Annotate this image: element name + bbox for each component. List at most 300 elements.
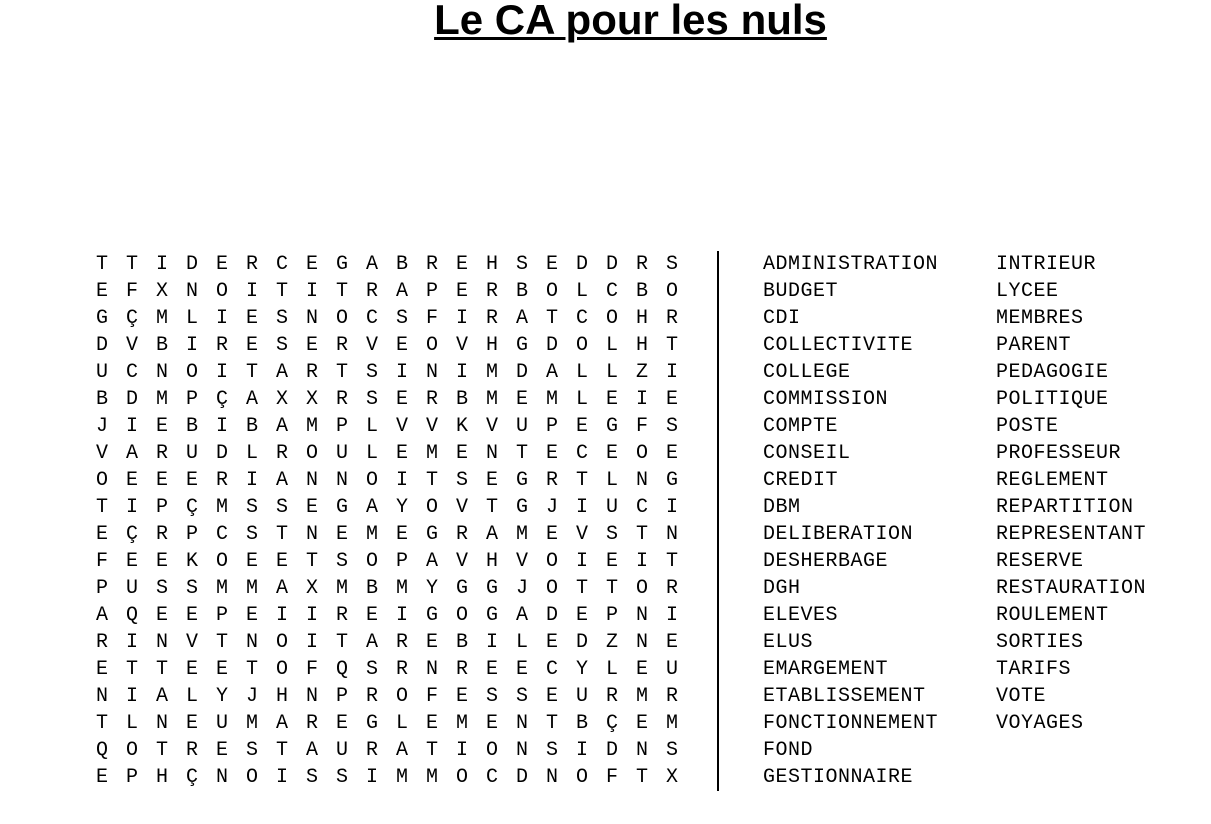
grid-letter: F <box>636 415 649 438</box>
grid-row <box>93 467 693 494</box>
grid-letter: O <box>546 577 559 600</box>
grid-letter: R <box>306 712 319 735</box>
grid-letter: E <box>666 631 679 654</box>
grid-letter: M <box>156 388 169 411</box>
grid-letter: O <box>426 334 439 357</box>
grid-letter: E <box>666 442 679 465</box>
grid-letter: I <box>666 361 679 384</box>
grid-letter: I <box>276 604 289 627</box>
word-list-item: PROFESSEUR <box>996 442 1122 465</box>
word-list-item: COLLEGE <box>763 361 851 384</box>
grid-letter: C <box>216 523 229 546</box>
grid-letter: D <box>216 442 229 465</box>
grid-letter: A <box>276 712 289 735</box>
grid-letter: A <box>396 739 409 762</box>
grid-letter: Ç <box>126 307 139 330</box>
grid-letter: C <box>126 361 139 384</box>
grid-letter: O <box>456 604 469 627</box>
grid-letter: E <box>516 388 529 411</box>
grid-letter: R <box>636 253 649 276</box>
grid-letter: B <box>576 712 589 735</box>
grid-letter: B <box>96 388 109 411</box>
grid-letter: O <box>576 766 589 789</box>
word-list-item: INTRIEUR <box>996 253 1097 276</box>
grid-letter: V <box>456 496 469 519</box>
grid-letter: M <box>666 712 679 735</box>
grid-letter: M <box>636 685 649 708</box>
grid-letter: O <box>606 307 619 330</box>
grid-letter: U <box>126 577 139 600</box>
grid-letter: O <box>366 469 379 492</box>
grid-row <box>93 737 693 764</box>
grid-letter: E <box>546 442 559 465</box>
grid-letter: S <box>606 523 619 546</box>
grid-letter: B <box>246 415 259 438</box>
grid-letter: O <box>336 307 349 330</box>
grid-letter: H <box>636 307 649 330</box>
grid-letter: I <box>396 604 409 627</box>
grid-letter: P <box>546 415 559 438</box>
grid-letter: O <box>126 739 139 762</box>
grid-letter: T <box>96 253 109 276</box>
grid-letter: B <box>366 577 379 600</box>
grid-letter: P <box>216 604 229 627</box>
grid-letter: S <box>666 415 679 438</box>
grid-letter: N <box>246 631 259 654</box>
grid-letter: N <box>426 361 439 384</box>
grid-letter: V <box>426 415 439 438</box>
grid-letter: T <box>156 658 169 681</box>
word-list-item: REGLEMENT <box>996 469 1109 492</box>
grid-letter: L <box>366 442 379 465</box>
grid-letter: R <box>276 442 289 465</box>
grid-letter: E <box>186 712 199 735</box>
grid-letter: N <box>306 307 319 330</box>
grid-letter: L <box>186 307 199 330</box>
grid-letter: S <box>246 523 259 546</box>
grid-letter: P <box>396 550 409 573</box>
grid-letter: E <box>456 442 469 465</box>
word-list-item: COMMISSION <box>763 388 889 411</box>
grid-row <box>93 440 693 467</box>
grid-letter: B <box>456 631 469 654</box>
word-list-item: EMARGEMENT <box>763 658 889 681</box>
grid-letter: E <box>366 604 379 627</box>
grid-letter: M <box>246 577 259 600</box>
grid-letter: C <box>546 658 559 681</box>
grid-letter: N <box>636 604 649 627</box>
grid-letter: O <box>276 631 289 654</box>
grid-letter: F <box>426 307 439 330</box>
grid-letter: R <box>156 442 169 465</box>
grid-letter: Y <box>396 496 409 519</box>
grid-letter: V <box>186 631 199 654</box>
grid-letter: E <box>156 604 169 627</box>
word-list-item: PARENT <box>996 334 1072 357</box>
grid-letter: E <box>336 523 349 546</box>
grid-letter: C <box>276 253 289 276</box>
grid-letter: D <box>546 334 559 357</box>
word-list-item: DESHERBAGE <box>763 550 889 573</box>
grid-letter: V <box>576 523 589 546</box>
grid-letter: E <box>186 658 199 681</box>
grid-letter: M <box>516 523 529 546</box>
grid-letter: Y <box>426 577 439 600</box>
grid-letter: I <box>186 334 199 357</box>
grid-letter: I <box>306 604 319 627</box>
grid-letter: R <box>606 685 619 708</box>
grid-letter: G <box>516 334 529 357</box>
grid-letter: R <box>366 685 379 708</box>
grid-letter: I <box>396 361 409 384</box>
grid-letter: V <box>126 334 139 357</box>
grid-letter: U <box>606 496 619 519</box>
grid-letter: S <box>276 307 289 330</box>
grid-letter: A <box>306 739 319 762</box>
grid-letter: D <box>186 253 199 276</box>
grid-letter: E <box>216 253 229 276</box>
grid-letter: I <box>456 739 469 762</box>
word-list-item: CONSEIL <box>763 442 851 465</box>
word-list-item: ELEVES <box>763 604 839 627</box>
grid-letter: E <box>606 550 619 573</box>
grid-letter: Z <box>636 361 649 384</box>
grid-letter: U <box>186 442 199 465</box>
grid-letter: L <box>606 469 619 492</box>
grid-letter: U <box>336 739 349 762</box>
grid-letter: T <box>246 658 259 681</box>
grid-letter: X <box>306 577 319 600</box>
grid-letter: E <box>426 631 439 654</box>
grid-letter: G <box>426 604 439 627</box>
grid-letter: R <box>666 685 679 708</box>
grid-letter: O <box>186 361 199 384</box>
grid-letter: I <box>576 550 589 573</box>
grid-letter: E <box>216 658 229 681</box>
grid-row <box>93 251 693 278</box>
grid-letter: E <box>186 604 199 627</box>
grid-letter: F <box>306 658 319 681</box>
grid-letter: V <box>366 334 379 357</box>
grid-letter: D <box>576 253 589 276</box>
grid-letter: G <box>426 523 439 546</box>
grid-letter: R <box>456 658 469 681</box>
grid-letter: K <box>456 415 469 438</box>
grid-letter: I <box>216 361 229 384</box>
grid-letter: E <box>486 658 499 681</box>
grid-letter: V <box>516 550 529 573</box>
grid-row <box>93 683 693 710</box>
grid-letter: E <box>246 307 259 330</box>
grid-letter: N <box>666 523 679 546</box>
word-list-item: DBM <box>763 496 801 519</box>
grid-letter: M <box>456 712 469 735</box>
grid-letter: Q <box>126 604 139 627</box>
grid-letter: M <box>486 388 499 411</box>
grid-letter: M <box>336 577 349 600</box>
grid-letter: S <box>366 388 379 411</box>
grid-letter: R <box>246 253 259 276</box>
grid-letter: A <box>366 496 379 519</box>
grid-letter: E <box>456 280 469 303</box>
grid-letter: N <box>486 442 499 465</box>
grid-letter: E <box>396 388 409 411</box>
grid-letter: S <box>246 739 259 762</box>
grid-letter: R <box>366 739 379 762</box>
grid-row <box>93 575 693 602</box>
word-list-item: ROULEMENT <box>996 604 1109 627</box>
grid-letter: O <box>216 280 229 303</box>
grid-letter: B <box>396 253 409 276</box>
grid-letter: I <box>216 307 229 330</box>
grid-letter: T <box>336 631 349 654</box>
grid-letter: R <box>396 631 409 654</box>
grid-letter: E <box>186 469 199 492</box>
grid-letter: B <box>516 280 529 303</box>
column-divider <box>717 251 719 791</box>
grid-letter: S <box>276 496 289 519</box>
grid-letter: T <box>486 496 499 519</box>
grid-letter: C <box>636 496 649 519</box>
grid-row <box>93 656 693 683</box>
grid-letter: L <box>576 388 589 411</box>
word-list-item: VOYAGES <box>996 712 1084 735</box>
grid-letter: I <box>126 685 139 708</box>
grid-letter: P <box>156 496 169 519</box>
grid-letter: R <box>186 739 199 762</box>
grid-letter: E <box>396 523 409 546</box>
grid-letter: Y <box>216 685 229 708</box>
grid-letter: E <box>666 388 679 411</box>
word-list-item: ADMINISTRATION <box>763 253 939 276</box>
grid-letter: Q <box>336 658 349 681</box>
grid-letter: C <box>606 280 619 303</box>
grid-letter: R <box>666 577 679 600</box>
grid-letter: J <box>246 685 259 708</box>
grid-letter: S <box>246 496 259 519</box>
grid-letter: I <box>216 415 229 438</box>
grid-letter: P <box>186 523 199 546</box>
grid-letter: M <box>426 766 439 789</box>
grid-letter: E <box>426 712 439 735</box>
grid-letter: M <box>486 361 499 384</box>
grid-letter: A <box>426 550 439 573</box>
grid-letter: T <box>516 442 529 465</box>
grid-letter: N <box>156 712 169 735</box>
word-list-item: GESTIONNAIRE <box>763 766 914 789</box>
grid-letter: I <box>576 496 589 519</box>
grid-letter: P <box>126 766 139 789</box>
grid-row <box>93 332 693 359</box>
grid-row <box>93 548 693 575</box>
grid-letter: M <box>546 388 559 411</box>
grid-letter: V <box>456 334 469 357</box>
grid-letter: L <box>366 415 379 438</box>
grid-letter: L <box>246 442 259 465</box>
grid-letter: T <box>276 739 289 762</box>
grid-letter: I <box>636 388 649 411</box>
word-list-item: COLLECTIVITE <box>763 334 914 357</box>
grid-row <box>93 359 693 386</box>
grid-letter: T <box>336 280 349 303</box>
grid-letter: E <box>486 712 499 735</box>
word-list-item: POLITIQUE <box>996 388 1109 411</box>
grid-letter: S <box>666 739 679 762</box>
grid-letter: D <box>576 631 589 654</box>
grid-letter: I <box>306 280 319 303</box>
grid-letter: I <box>126 496 139 519</box>
grid-row <box>93 305 693 332</box>
grid-letter: J <box>96 415 109 438</box>
grid-letter: S <box>306 766 319 789</box>
word-list-item: LYCEE <box>996 280 1059 303</box>
grid-letter: D <box>516 766 529 789</box>
grid-letter: I <box>126 415 139 438</box>
grid-letter: O <box>456 766 469 789</box>
word-list-item: SORTIES <box>996 631 1084 654</box>
grid-letter: F <box>426 685 439 708</box>
grid-letter: R <box>426 253 439 276</box>
grid-row <box>93 602 693 629</box>
grid-letter: C <box>576 442 589 465</box>
grid-letter: T <box>276 280 289 303</box>
grid-letter: O <box>216 550 229 573</box>
grid-letter: Ç <box>126 523 139 546</box>
grid-letter: T <box>276 523 289 546</box>
grid-letter: M <box>216 496 229 519</box>
grid-letter: I <box>276 766 289 789</box>
grid-letter: S <box>336 550 349 573</box>
grid-letter: N <box>186 280 199 303</box>
grid-letter: L <box>576 361 589 384</box>
grid-letter: O <box>246 766 259 789</box>
grid-letter: E <box>606 442 619 465</box>
grid-letter: T <box>636 523 649 546</box>
grid-letter: M <box>246 712 259 735</box>
grid-letter: E <box>96 280 109 303</box>
grid-letter: G <box>336 253 349 276</box>
grid-letter: O <box>276 658 289 681</box>
grid-letter: T <box>126 658 139 681</box>
grid-letter: H <box>636 334 649 357</box>
grid-letter: V <box>396 415 409 438</box>
grid-letter: T <box>96 496 109 519</box>
grid-letter: U <box>216 712 229 735</box>
grid-letter: F <box>606 766 619 789</box>
grid-letter: Y <box>576 658 589 681</box>
grid-letter: I <box>156 253 169 276</box>
grid-letter: N <box>426 658 439 681</box>
grid-letter: D <box>606 739 619 762</box>
grid-letter: G <box>96 307 109 330</box>
grid-letter: T <box>426 739 439 762</box>
grid-letter: R <box>396 658 409 681</box>
grid-letter: E <box>336 712 349 735</box>
grid-letter: U <box>96 361 109 384</box>
grid-letter: N <box>516 712 529 735</box>
grid-letter: E <box>456 685 469 708</box>
grid-letter: E <box>546 631 559 654</box>
grid-letter: X <box>156 280 169 303</box>
grid-letter: L <box>396 712 409 735</box>
grid-letter: L <box>516 631 529 654</box>
grid-letter: H <box>276 685 289 708</box>
grid-letter: T <box>666 334 679 357</box>
grid-letter: G <box>336 496 349 519</box>
grid-letter: S <box>516 253 529 276</box>
word-list-item: DGH <box>763 577 801 600</box>
grid-letter: F <box>126 280 139 303</box>
word-list-item: MEMBRES <box>996 307 1084 330</box>
grid-letter: R <box>336 604 349 627</box>
grid-letter: P <box>606 604 619 627</box>
grid-letter: D <box>546 604 559 627</box>
grid-letter: A <box>516 604 529 627</box>
grid-letter: C <box>366 307 379 330</box>
grid-letter: G <box>456 577 469 600</box>
grid-letter: I <box>486 631 499 654</box>
grid-letter: O <box>546 550 559 573</box>
grid-letter: E <box>606 388 619 411</box>
grid-letter: O <box>396 685 409 708</box>
grid-letter: H <box>486 253 499 276</box>
grid-letter: A <box>396 280 409 303</box>
grid-row <box>93 710 693 737</box>
grid-letter: N <box>636 631 649 654</box>
grid-letter: S <box>366 361 379 384</box>
grid-letter: E <box>216 739 229 762</box>
grid-letter: A <box>366 631 379 654</box>
word-list-item: VOTE <box>996 685 1047 708</box>
grid-letter: J <box>516 577 529 600</box>
grid-letter: I <box>576 739 589 762</box>
word-list-item: RESERVE <box>996 550 1084 573</box>
grid-letter: T <box>546 307 559 330</box>
grid-letter: T <box>606 577 619 600</box>
word-list-item: REPARTITION <box>996 496 1134 519</box>
grid-letter: T <box>216 631 229 654</box>
grid-letter: A <box>96 604 109 627</box>
grid-letter: D <box>516 361 529 384</box>
grid-letter: N <box>516 739 529 762</box>
grid-letter: M <box>366 523 379 546</box>
grid-letter: E <box>396 442 409 465</box>
grid-letter: E <box>636 658 649 681</box>
word-list-item: ETABLISSEMENT <box>763 685 926 708</box>
grid-letter: R <box>216 469 229 492</box>
grid-letter: Ç <box>186 766 199 789</box>
word-list-item: CDI <box>763 307 801 330</box>
grid-letter: N <box>636 469 649 492</box>
grid-letter: O <box>666 280 679 303</box>
grid-letter: G <box>486 604 499 627</box>
word-list-item: ELUS <box>763 631 814 654</box>
grid-letter: N <box>306 523 319 546</box>
grid-letter: D <box>606 253 619 276</box>
grid-letter: E <box>636 712 649 735</box>
grid-letter: V <box>486 415 499 438</box>
grid-letter: E <box>246 550 259 573</box>
grid-letter: E <box>96 766 109 789</box>
grid-letter: P <box>336 415 349 438</box>
grid-letter: U <box>666 658 679 681</box>
grid-letter: I <box>636 550 649 573</box>
grid-letter: I <box>396 469 409 492</box>
grid-row <box>93 521 693 548</box>
word-list-item: DELIBERATION <box>763 523 914 546</box>
grid-letter: N <box>546 766 559 789</box>
grid-letter: R <box>336 388 349 411</box>
